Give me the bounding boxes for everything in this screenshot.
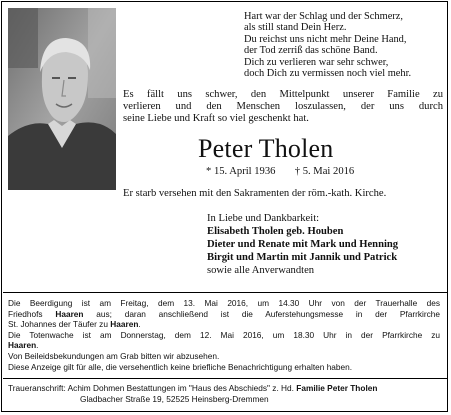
- divider-bottom: [3, 378, 447, 379]
- mourners-footer: sowie alle Anverwandten: [207, 265, 315, 276]
- mourner-line: Dieter und Renate mit Mark und Henning: [207, 239, 399, 250]
- poem-line: Dich zu verlieren war sehr schwer,: [244, 56, 389, 68]
- condolence-notice: Von Beileidsbekundungen am Grab bitten wir abzusehen.: [8, 350, 220, 361]
- place-name: Haaren: [110, 319, 139, 330]
- intro-line: seine Liebe und Kraft so viel geschenkt hat.: [123, 113, 309, 125]
- notice-text: aus; daran anschließend ist die Auferstehungsmesse in der Pfarrkirche: [83, 308, 441, 319]
- divider-top: [3, 292, 447, 293]
- place-name: Haaren: [8, 340, 37, 351]
- poem-line: der Tod zerriß das schöne Band.: [244, 45, 378, 57]
- birth-date: * 15. April 1936: [206, 166, 276, 177]
- address-street: Gladbacher Straße 19, 52525 Heinsberg-Dremmen: [80, 393, 269, 404]
- life-dates: [206, 166, 354, 177]
- mourning-address: [8, 383, 440, 404]
- address-prefix: Traueranschrift: Achim Dohmen Bestattungen im "Haus des Abschieds" z. Hd.: [8, 383, 297, 393]
- portrait-photo: [8, 8, 116, 190]
- poem: [244, 11, 444, 79]
- funeral-notice-line: [8, 319, 440, 330]
- poem-line: doch Dich zu vermissen noch viel mehr.: [244, 67, 412, 79]
- notice-text: .: [138, 319, 141, 330]
- death-date: † 5. Mai 2016: [294, 166, 355, 177]
- service-notices: [8, 298, 440, 372]
- notice-text: St. Johannes der Täufer zu: [8, 319, 111, 330]
- address-line: [8, 383, 440, 394]
- mourners-block: [207, 212, 398, 277]
- mourners-heading: In Liebe und Dankbarkeit:: [207, 213, 320, 224]
- place-name: Haaren: [55, 308, 84, 319]
- address-family: Familie Peter Tholen: [296, 383, 378, 393]
- notice-text: .: [36, 340, 39, 351]
- mourner-line: Elisabeth Tholen geb. Houben: [207, 226, 344, 237]
- intro-line: Es fällt uns schwer, den Mittelpunkt unserer Familie zu: [123, 89, 443, 100]
- mourner-line: Birgit und Martin mit Jannik und Patrick: [207, 252, 398, 263]
- poem-line: als still stand Dein Herz.: [244, 22, 347, 34]
- sacrament-sentence: Er starb versehen mit den Sakramenten der röm.-kath. Kirche.: [123, 188, 387, 199]
- funeral-notice-line: Die Beerdigung ist am Freitag, dem 13. Mai 2016, um 14.30 Uhr von der Trauerhalle des: [8, 298, 440, 308]
- wake-notice-line: [8, 340, 440, 351]
- acknowledgement-notice: Diese Anzeige gilt für alle, die versehentlich keine briefliche Benachrichtigung erhalten haben.: [8, 361, 353, 372]
- poem-line: Hart war der Schlag und der Schmerz,: [244, 11, 403, 22]
- wake-notice-line: Die Totenwache ist am Donnerstag, dem 12. Mai 2016, um 18.30 Uhr in der Pfarrkirche zu: [8, 329, 440, 340]
- intro-line: verlieren und den Menschen loszulassen, der uns durch: [123, 101, 443, 113]
- deceased-name: Peter Tholen: [198, 134, 334, 163]
- intro-text: [123, 89, 443, 126]
- poem-line: Du reichst uns nicht mehr Deine Hand,: [244, 33, 407, 45]
- notice-text: Friedhofs: [8, 308, 56, 319]
- funeral-notice-line: [8, 309, 440, 320]
